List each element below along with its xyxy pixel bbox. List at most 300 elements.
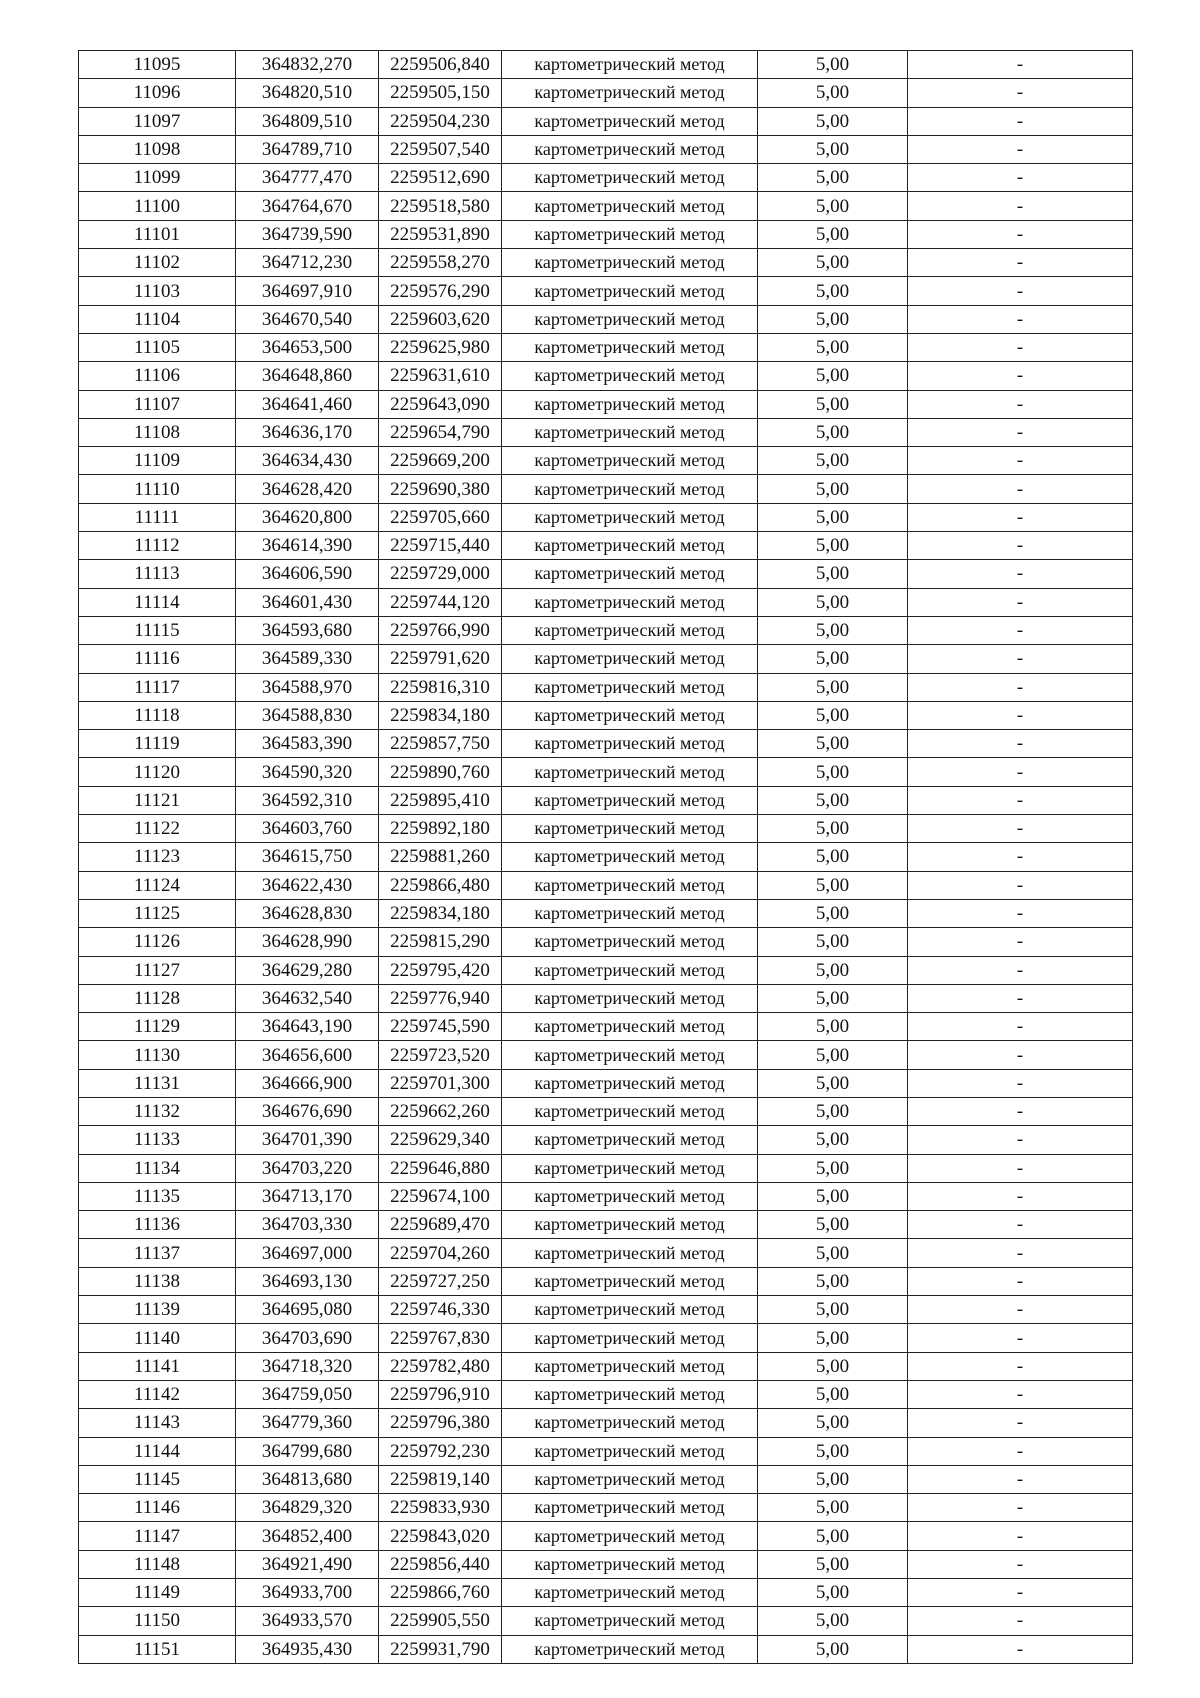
point-number-cell: 11133: [79, 1126, 236, 1154]
method-cell: картометрический метод: [502, 51, 758, 79]
x-coordinate-cell: 364676,690: [236, 1097, 379, 1125]
point-number-cell: 11098: [79, 135, 236, 163]
point-number-cell: 11107: [79, 390, 236, 418]
y-coordinate-cell: 2259746,330: [379, 1296, 502, 1324]
y-coordinate-cell: 2259776,940: [379, 984, 502, 1012]
y-coordinate-cell: 2259727,250: [379, 1267, 502, 1295]
method-cell: картометрический метод: [502, 1267, 758, 1295]
x-coordinate-cell: 364799,680: [236, 1437, 379, 1465]
y-coordinate-cell: 2259625,980: [379, 333, 502, 361]
point-number-cell: 11122: [79, 815, 236, 843]
table-row: [79, 758, 1133, 786]
note-cell: -: [908, 645, 1133, 673]
note-cell: -: [908, 1041, 1133, 1069]
method-cell: картометрический метод: [502, 362, 758, 390]
note-cell: -: [908, 1154, 1133, 1182]
table-row: [79, 305, 1133, 333]
table-row: [79, 701, 1133, 729]
y-coordinate-cell: 2259505,150: [379, 79, 502, 107]
method-cell: картометрический метод: [502, 616, 758, 644]
note-cell: -: [908, 1352, 1133, 1380]
x-coordinate-cell: 364636,170: [236, 418, 379, 446]
table-row: [79, 1154, 1133, 1182]
x-coordinate-cell: 364703,690: [236, 1324, 379, 1352]
point-number-cell: 11130: [79, 1041, 236, 1069]
y-coordinate-cell: 2259857,750: [379, 730, 502, 758]
table-row: [79, 1607, 1133, 1635]
x-coordinate-cell: 364666,900: [236, 1069, 379, 1097]
method-cell: картометрический метод: [502, 305, 758, 333]
method-cell: картометрический метод: [502, 1239, 758, 1267]
method-cell: картометрический метод: [502, 1013, 758, 1041]
x-coordinate-cell: 364933,700: [236, 1579, 379, 1607]
accuracy-cell: 5,00: [758, 107, 908, 135]
point-number-cell: 11106: [79, 362, 236, 390]
point-number-cell: 11124: [79, 871, 236, 899]
point-number-cell: 11120: [79, 758, 236, 786]
method-cell: картометрический метод: [502, 1126, 758, 1154]
y-coordinate-cell: 2259792,230: [379, 1437, 502, 1465]
accuracy-cell: 5,00: [758, 899, 908, 927]
method-cell: картометрический метод: [502, 1437, 758, 1465]
point-number-cell: 11135: [79, 1182, 236, 1210]
y-coordinate-cell: 2259796,380: [379, 1409, 502, 1437]
accuracy-cell: 5,00: [758, 475, 908, 503]
note-cell: -: [908, 1097, 1133, 1125]
accuracy-cell: 5,00: [758, 1437, 908, 1465]
method-cell: картометрический метод: [502, 79, 758, 107]
x-coordinate-cell: 364693,130: [236, 1267, 379, 1295]
method-cell: картометрический метод: [502, 560, 758, 588]
method-cell: картометрический метод: [502, 1097, 758, 1125]
accuracy-cell: 5,00: [758, 1041, 908, 1069]
point-number-cell: 11148: [79, 1550, 236, 1578]
note-cell: -: [908, 192, 1133, 220]
accuracy-cell: 5,00: [758, 503, 908, 531]
y-coordinate-cell: 2259815,290: [379, 928, 502, 956]
y-coordinate-cell: 2259654,790: [379, 418, 502, 446]
note-cell: -: [908, 1324, 1133, 1352]
accuracy-cell: 5,00: [758, 277, 908, 305]
x-coordinate-cell: 364653,500: [236, 333, 379, 361]
method-cell: картометрический метод: [502, 1579, 758, 1607]
x-coordinate-cell: 364829,320: [236, 1494, 379, 1522]
point-number-cell: 11149: [79, 1579, 236, 1607]
table-row: [79, 560, 1133, 588]
table-row: [79, 277, 1133, 305]
note-cell: -: [908, 475, 1133, 503]
table-row: [79, 503, 1133, 531]
note-cell: -: [908, 899, 1133, 927]
table-row: [79, 220, 1133, 248]
coordinates-table: [78, 50, 1133, 1664]
method-cell: картометрический метод: [502, 1607, 758, 1635]
note-cell: -: [908, 333, 1133, 361]
method-cell: картометрический метод: [502, 107, 758, 135]
note-cell: -: [908, 1607, 1133, 1635]
point-number-cell: 11104: [79, 305, 236, 333]
y-coordinate-cell: 2259729,000: [379, 560, 502, 588]
x-coordinate-cell: 364590,320: [236, 758, 379, 786]
point-number-cell: 11138: [79, 1267, 236, 1295]
method-cell: картометрический метод: [502, 418, 758, 446]
method-cell: картометрический метод: [502, 786, 758, 814]
note-cell: -: [908, 560, 1133, 588]
x-coordinate-cell: 364615,750: [236, 843, 379, 871]
x-coordinate-cell: 364764,670: [236, 192, 379, 220]
method-cell: картометрический метод: [502, 1380, 758, 1408]
x-coordinate-cell: 364713,170: [236, 1182, 379, 1210]
x-coordinate-cell: 364789,710: [236, 135, 379, 163]
y-coordinate-cell: 2259795,420: [379, 956, 502, 984]
note-cell: -: [908, 984, 1133, 1012]
method-cell: картометрический метод: [502, 1522, 758, 1550]
note-cell: -: [908, 362, 1133, 390]
x-coordinate-cell: 364628,990: [236, 928, 379, 956]
note-cell: -: [908, 928, 1133, 956]
point-number-cell: 11125: [79, 899, 236, 927]
y-coordinate-cell: 2259767,830: [379, 1324, 502, 1352]
note-cell: -: [908, 1013, 1133, 1041]
table-row: [79, 362, 1133, 390]
note-cell: -: [908, 616, 1133, 644]
method-cell: картометрический метод: [502, 928, 758, 956]
point-number-cell: 11145: [79, 1465, 236, 1493]
accuracy-cell: 5,00: [758, 362, 908, 390]
x-coordinate-cell: 364634,430: [236, 447, 379, 475]
x-coordinate-cell: 364703,220: [236, 1154, 379, 1182]
table-row: [79, 786, 1133, 814]
accuracy-cell: 5,00: [758, 51, 908, 79]
point-number-cell: 11118: [79, 701, 236, 729]
accuracy-cell: 5,00: [758, 532, 908, 560]
y-coordinate-cell: 2259796,910: [379, 1380, 502, 1408]
table-row: [79, 616, 1133, 644]
note-cell: -: [908, 786, 1133, 814]
accuracy-cell: 5,00: [758, 1494, 908, 1522]
table-row: [79, 1324, 1133, 1352]
accuracy-cell: 5,00: [758, 928, 908, 956]
x-coordinate-cell: 364614,390: [236, 532, 379, 560]
table-row: [79, 1211, 1133, 1239]
point-number-cell: 11137: [79, 1239, 236, 1267]
accuracy-cell: 5,00: [758, 1380, 908, 1408]
accuracy-cell: 5,00: [758, 673, 908, 701]
point-number-cell: 11144: [79, 1437, 236, 1465]
accuracy-cell: 5,00: [758, 815, 908, 843]
accuracy-cell: 5,00: [758, 1126, 908, 1154]
table-body: [79, 51, 1133, 1664]
point-number-cell: 11127: [79, 956, 236, 984]
point-number-cell: 11114: [79, 588, 236, 616]
x-coordinate-cell: 364695,080: [236, 1296, 379, 1324]
accuracy-cell: 5,00: [758, 1097, 908, 1125]
table-row: [79, 51, 1133, 79]
y-coordinate-cell: 2259834,180: [379, 701, 502, 729]
table-row: [79, 673, 1133, 701]
accuracy-cell: 5,00: [758, 1182, 908, 1210]
note-cell: -: [908, 1635, 1133, 1663]
x-coordinate-cell: 364779,360: [236, 1409, 379, 1437]
accuracy-cell: 5,00: [758, 1267, 908, 1295]
y-coordinate-cell: 2259866,760: [379, 1579, 502, 1607]
method-cell: картометрический метод: [502, 701, 758, 729]
x-coordinate-cell: 364670,540: [236, 305, 379, 333]
y-coordinate-cell: 2259558,270: [379, 249, 502, 277]
method-cell: картометрический метод: [502, 730, 758, 758]
method-cell: картометрический метод: [502, 1409, 758, 1437]
note-cell: -: [908, 249, 1133, 277]
y-coordinate-cell: 2259833,930: [379, 1494, 502, 1522]
point-number-cell: 11105: [79, 333, 236, 361]
note-cell: -: [908, 730, 1133, 758]
note-cell: -: [908, 79, 1133, 107]
y-coordinate-cell: 2259744,120: [379, 588, 502, 616]
point-number-cell: 11128: [79, 984, 236, 1012]
x-coordinate-cell: 364697,000: [236, 1239, 379, 1267]
table-row: [79, 1380, 1133, 1408]
method-cell: картометрический метод: [502, 1069, 758, 1097]
y-coordinate-cell: 2259881,260: [379, 843, 502, 871]
x-coordinate-cell: 364622,430: [236, 871, 379, 899]
y-coordinate-cell: 2259866,480: [379, 871, 502, 899]
point-number-cell: 11123: [79, 843, 236, 871]
y-coordinate-cell: 2259643,090: [379, 390, 502, 418]
table-row: [79, 1267, 1133, 1295]
method-cell: картометрический метод: [502, 447, 758, 475]
table-row: [79, 135, 1133, 163]
point-number-cell: 11139: [79, 1296, 236, 1324]
x-coordinate-cell: 364703,330: [236, 1211, 379, 1239]
y-coordinate-cell: 2259629,340: [379, 1126, 502, 1154]
x-coordinate-cell: 364739,590: [236, 220, 379, 248]
accuracy-cell: 5,00: [758, 390, 908, 418]
y-coordinate-cell: 2259856,440: [379, 1550, 502, 1578]
accuracy-cell: 5,00: [758, 984, 908, 1012]
table-row: [79, 164, 1133, 192]
method-cell: картометрический метод: [502, 673, 758, 701]
x-coordinate-cell: 364809,510: [236, 107, 379, 135]
point-number-cell: 11146: [79, 1494, 236, 1522]
y-coordinate-cell: 2259603,620: [379, 305, 502, 333]
accuracy-cell: 5,00: [758, 1579, 908, 1607]
note-cell: -: [908, 305, 1133, 333]
point-number-cell: 11095: [79, 51, 236, 79]
point-number-cell: 11141: [79, 1352, 236, 1380]
accuracy-cell: 5,00: [758, 1522, 908, 1550]
method-cell: картометрический метод: [502, 1296, 758, 1324]
note-cell: -: [908, 1267, 1133, 1295]
y-coordinate-cell: 2259662,260: [379, 1097, 502, 1125]
accuracy-cell: 5,00: [758, 305, 908, 333]
accuracy-cell: 5,00: [758, 786, 908, 814]
table-row: [79, 1465, 1133, 1493]
accuracy-cell: 5,00: [758, 956, 908, 984]
point-number-cell: 11143: [79, 1409, 236, 1437]
y-coordinate-cell: 2259531,890: [379, 220, 502, 248]
y-coordinate-cell: 2259507,540: [379, 135, 502, 163]
point-number-cell: 11108: [79, 418, 236, 446]
y-coordinate-cell: 2259689,470: [379, 1211, 502, 1239]
x-coordinate-cell: 364832,270: [236, 51, 379, 79]
y-coordinate-cell: 2259631,610: [379, 362, 502, 390]
x-coordinate-cell: 364935,430: [236, 1635, 379, 1663]
note-cell: -: [908, 1579, 1133, 1607]
accuracy-cell: 5,00: [758, 1013, 908, 1041]
x-coordinate-cell: 364656,600: [236, 1041, 379, 1069]
note-cell: -: [908, 1211, 1133, 1239]
point-number-cell: 11115: [79, 616, 236, 644]
table-row: [79, 1182, 1133, 1210]
x-coordinate-cell: 364632,540: [236, 984, 379, 1012]
table-row: [79, 475, 1133, 503]
y-coordinate-cell: 2259791,620: [379, 645, 502, 673]
point-number-cell: 11099: [79, 164, 236, 192]
x-coordinate-cell: 364641,460: [236, 390, 379, 418]
table-row: [79, 843, 1133, 871]
accuracy-cell: 5,00: [758, 1069, 908, 1097]
method-cell: картометрический метод: [502, 333, 758, 361]
note-cell: -: [908, 503, 1133, 531]
point-number-cell: 11100: [79, 192, 236, 220]
note-cell: -: [908, 51, 1133, 79]
table-row: [79, 1097, 1133, 1125]
accuracy-cell: 5,00: [758, 1211, 908, 1239]
table-row: [79, 1437, 1133, 1465]
point-number-cell: 11140: [79, 1324, 236, 1352]
point-number-cell: 11109: [79, 447, 236, 475]
note-cell: -: [908, 673, 1133, 701]
accuracy-cell: 5,00: [758, 1635, 908, 1663]
x-coordinate-cell: 364759,050: [236, 1380, 379, 1408]
y-coordinate-cell: 2259931,790: [379, 1635, 502, 1663]
accuracy-cell: 5,00: [758, 560, 908, 588]
note-cell: -: [908, 758, 1133, 786]
table-row: [79, 1409, 1133, 1437]
method-cell: картометрический метод: [502, 758, 758, 786]
note-cell: -: [908, 164, 1133, 192]
accuracy-cell: 5,00: [758, 333, 908, 361]
y-coordinate-cell: 2259819,140: [379, 1465, 502, 1493]
note-cell: -: [908, 1380, 1133, 1408]
accuracy-cell: 5,00: [758, 135, 908, 163]
note-cell: -: [908, 277, 1133, 305]
method-cell: картометрический метод: [502, 1041, 758, 1069]
note-cell: -: [908, 1239, 1133, 1267]
y-coordinate-cell: 2259816,310: [379, 673, 502, 701]
method-cell: картометрический метод: [502, 277, 758, 305]
x-coordinate-cell: 364648,860: [236, 362, 379, 390]
method-cell: картометрический метод: [502, 588, 758, 616]
x-coordinate-cell: 364813,680: [236, 1465, 379, 1493]
x-coordinate-cell: 364718,320: [236, 1352, 379, 1380]
x-coordinate-cell: 364583,390: [236, 730, 379, 758]
y-coordinate-cell: 2259890,760: [379, 758, 502, 786]
x-coordinate-cell: 364588,830: [236, 701, 379, 729]
accuracy-cell: 5,00: [758, 843, 908, 871]
point-number-cell: 11103: [79, 277, 236, 305]
note-cell: -: [908, 701, 1133, 729]
y-coordinate-cell: 2259745,590: [379, 1013, 502, 1041]
point-number-cell: 11136: [79, 1211, 236, 1239]
point-number-cell: 11101: [79, 220, 236, 248]
method-cell: картометрический метод: [502, 164, 758, 192]
point-number-cell: 11110: [79, 475, 236, 503]
note-cell: -: [908, 1296, 1133, 1324]
method-cell: картометрический метод: [502, 1211, 758, 1239]
point-number-cell: 11121: [79, 786, 236, 814]
accuracy-cell: 5,00: [758, 1296, 908, 1324]
table-row: [79, 1013, 1133, 1041]
point-number-cell: 11096: [79, 79, 236, 107]
x-coordinate-cell: 364606,590: [236, 560, 379, 588]
table-row: [79, 249, 1133, 277]
note-cell: -: [908, 1550, 1133, 1578]
table-row: [79, 192, 1133, 220]
note-cell: -: [908, 956, 1133, 984]
y-coordinate-cell: 2259576,290: [379, 277, 502, 305]
accuracy-cell: 5,00: [758, 418, 908, 446]
accuracy-cell: 5,00: [758, 79, 908, 107]
method-cell: картометрический метод: [502, 815, 758, 843]
note-cell: -: [908, 1522, 1133, 1550]
table-row: [79, 418, 1133, 446]
point-number-cell: 11097: [79, 107, 236, 135]
x-coordinate-cell: 364593,680: [236, 616, 379, 644]
note-cell: -: [908, 871, 1133, 899]
table-row: [79, 1352, 1133, 1380]
method-cell: картометрический метод: [502, 843, 758, 871]
method-cell: картометрический метод: [502, 475, 758, 503]
y-coordinate-cell: 2259715,440: [379, 532, 502, 560]
method-cell: картометрический метод: [502, 1550, 758, 1578]
method-cell: картометрический метод: [502, 1465, 758, 1493]
method-cell: картометрический метод: [502, 1154, 758, 1182]
table-row: [79, 1041, 1133, 1069]
x-coordinate-cell: 364628,420: [236, 475, 379, 503]
x-coordinate-cell: 364852,400: [236, 1522, 379, 1550]
note-cell: -: [908, 135, 1133, 163]
y-coordinate-cell: 2259704,260: [379, 1239, 502, 1267]
point-number-cell: 11119: [79, 730, 236, 758]
x-coordinate-cell: 364712,230: [236, 249, 379, 277]
table-row: [79, 730, 1133, 758]
point-number-cell: 11151: [79, 1635, 236, 1663]
method-cell: картометрический метод: [502, 220, 758, 248]
method-cell: картометрический метод: [502, 899, 758, 927]
table-row: [79, 1635, 1133, 1663]
point-number-cell: 11112: [79, 532, 236, 560]
x-coordinate-cell: 364820,510: [236, 79, 379, 107]
accuracy-cell: 5,00: [758, 871, 908, 899]
accuracy-cell: 5,00: [758, 730, 908, 758]
note-cell: -: [908, 1494, 1133, 1522]
note-cell: -: [908, 1409, 1133, 1437]
y-coordinate-cell: 2259892,180: [379, 815, 502, 843]
table-row: [79, 815, 1133, 843]
point-number-cell: 11111: [79, 503, 236, 531]
accuracy-cell: 5,00: [758, 192, 908, 220]
accuracy-cell: 5,00: [758, 758, 908, 786]
x-coordinate-cell: 364643,190: [236, 1013, 379, 1041]
x-coordinate-cell: 364601,430: [236, 588, 379, 616]
point-number-cell: 11142: [79, 1380, 236, 1408]
note-cell: -: [908, 532, 1133, 560]
method-cell: картометрический метод: [502, 135, 758, 163]
point-number-cell: 11134: [79, 1154, 236, 1182]
y-coordinate-cell: 2259518,580: [379, 192, 502, 220]
note-cell: -: [908, 815, 1133, 843]
